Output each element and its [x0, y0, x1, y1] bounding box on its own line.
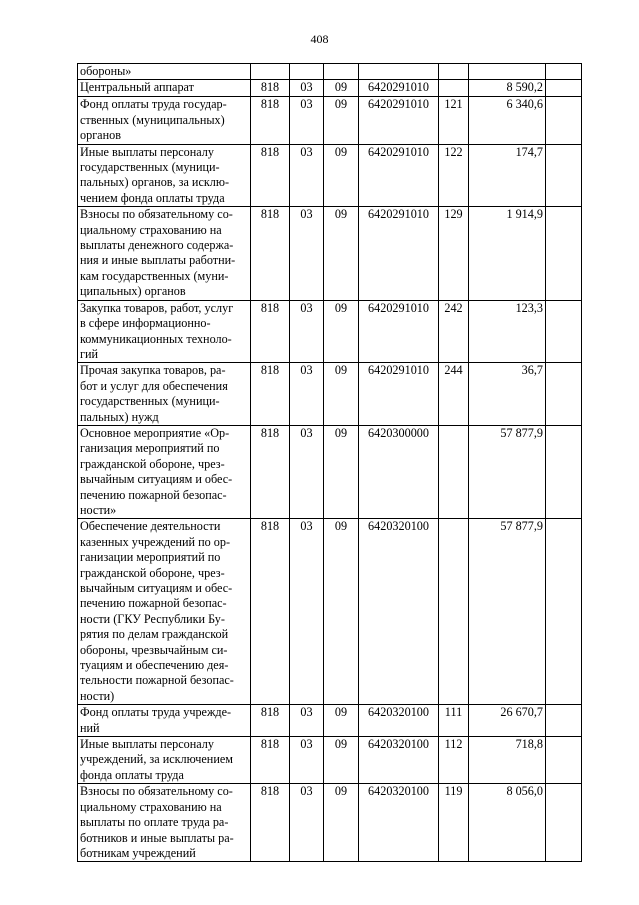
- row-subsection-cell: 09: [324, 737, 359, 784]
- row-section-cell: 03: [290, 425, 324, 518]
- row-amount-cell: 57 877,9: [469, 519, 546, 705]
- table-row: [78, 705, 582, 737]
- row-subsection-cell: 09: [324, 97, 359, 144]
- row-section-cell: 03: [290, 519, 324, 705]
- budget-table: [77, 63, 582, 862]
- row-amount-cell: 8 056,0: [469, 784, 546, 862]
- row-name-cell: Взносы по обязательному со- циальному страхованию на выплаты денежного содержа- ния и иные выплаты работни- кам государственных (муни- ципальных) органов: [78, 207, 251, 300]
- row-subsection-cell: 09: [324, 144, 359, 207]
- row-subsection-cell: 09: [324, 207, 359, 300]
- row-name-cell: Иные выплаты персоналу учреждений, за исключением фонда оплаты труда: [78, 737, 251, 784]
- row-target-article-cell: 6420320100: [359, 737, 439, 784]
- row-extra-cell: [546, 363, 582, 426]
- row-subsection-cell: 09: [324, 425, 359, 518]
- row-target-article-cell: 6420300000: [359, 425, 439, 518]
- row-name-cell: Центральный аппарат: [78, 80, 251, 97]
- row-extra-cell: [546, 705, 582, 737]
- row-subsection-cell: 09: [324, 705, 359, 737]
- row-expense-type-cell: 244: [439, 363, 469, 426]
- table-body: [78, 64, 582, 862]
- row-ved-cell: 818: [251, 144, 290, 207]
- row-ved-cell: 818: [251, 737, 290, 784]
- row-amount-cell: 36,7: [469, 363, 546, 426]
- row-section-cell: 03: [290, 97, 324, 144]
- page-number: 408: [310, 32, 329, 46]
- row-expense-type-cell: 111: [439, 705, 469, 737]
- row-amount-cell: 26 670,7: [469, 705, 546, 737]
- row-ved-cell: 818: [251, 784, 290, 862]
- row-extra-cell: [546, 784, 582, 862]
- row-ved-cell: [251, 64, 290, 80]
- table-row: [78, 519, 582, 705]
- row-extra-cell: [546, 425, 582, 518]
- row-subsection-cell: 09: [324, 519, 359, 705]
- row-section-cell: 03: [290, 300, 324, 363]
- row-expense-type-cell: 112: [439, 737, 469, 784]
- row-extra-cell: [546, 737, 582, 784]
- row-name-cell: Обеспечение деятельности казенных учреждений по ор- ганизации мероприятий по гражданской обороне, чрез- вычайным ситуациям и обес- печению пожарной безопас- ности (ГКУ Республики Бу- рятия по делам гражданской обороны, чрезвычайным си- туациям и обеспечению дея- тельности пожарной безопас- ности): [78, 519, 251, 705]
- row-subsection-cell: [324, 64, 359, 80]
- row-expense-type-cell: 242: [439, 300, 469, 363]
- row-ved-cell: 818: [251, 519, 290, 705]
- row-target-article-cell: 6420291010: [359, 97, 439, 144]
- row-expense-type-cell: [439, 519, 469, 705]
- row-expense-type-cell: [439, 80, 469, 97]
- row-extra-cell: [546, 519, 582, 705]
- row-section-cell: 03: [290, 80, 324, 97]
- row-extra-cell: [546, 144, 582, 207]
- row-expense-type-cell: 119: [439, 784, 469, 862]
- row-amount-cell: 57 877,9: [469, 425, 546, 518]
- row-target-article-cell: 6420291010: [359, 300, 439, 363]
- row-ved-cell: 818: [251, 300, 290, 363]
- row-section-cell: 03: [290, 363, 324, 426]
- table-row: [78, 300, 582, 363]
- row-target-article-cell: 6420291010: [359, 144, 439, 207]
- row-target-article-cell: 6420320100: [359, 784, 439, 862]
- table-row: [78, 363, 582, 426]
- row-section-cell: 03: [290, 207, 324, 300]
- row-section-cell: 03: [290, 144, 324, 207]
- row-extra-cell: [546, 97, 582, 144]
- row-amount-cell: 174,7: [469, 144, 546, 207]
- row-target-article-cell: 6420320100: [359, 519, 439, 705]
- row-name-cell: Фонд оплаты труда государ- ственных (муниципальных) органов: [78, 97, 251, 144]
- row-target-article-cell: 6420320100: [359, 705, 439, 737]
- row-extra-cell: [546, 207, 582, 300]
- row-name-cell: Прочая закупка товаров, ра- бот и услуг для обеспечения государственных (муници- пальных) нужд: [78, 363, 251, 426]
- row-extra-cell: [546, 300, 582, 363]
- table-row: [78, 144, 582, 207]
- table-row: [78, 64, 582, 80]
- row-expense-type-cell: 122: [439, 144, 469, 207]
- row-section-cell: [290, 64, 324, 80]
- row-expense-type-cell: [439, 425, 469, 518]
- table-row: [78, 97, 582, 144]
- row-ved-cell: 818: [251, 705, 290, 737]
- row-section-cell: 03: [290, 737, 324, 784]
- row-expense-type-cell: [439, 64, 469, 80]
- row-name-cell: Закупка товаров, работ, услуг в сфере информационно- коммуникационных техноло- гий: [78, 300, 251, 363]
- table-row: [78, 80, 582, 97]
- row-amount-cell: 6 340,6: [469, 97, 546, 144]
- row-extra-cell: [546, 64, 582, 80]
- row-extra-cell: [546, 80, 582, 97]
- row-target-article-cell: 6420291010: [359, 80, 439, 97]
- row-amount-cell: 8 590,2: [469, 80, 546, 97]
- row-target-article-cell: 6420291010: [359, 363, 439, 426]
- row-section-cell: 03: [290, 705, 324, 737]
- table-row: [78, 425, 582, 518]
- row-name-cell: Основное мероприятие «Ор- ганизация мероприятий по гражданской обороне, чрез- вычайным ситуациям и обес- печению пожарной безопас- ности»: [78, 425, 251, 518]
- row-subsection-cell: 09: [324, 784, 359, 862]
- row-subsection-cell: 09: [324, 363, 359, 426]
- row-ved-cell: 818: [251, 207, 290, 300]
- row-section-cell: 03: [290, 784, 324, 862]
- row-subsection-cell: 09: [324, 80, 359, 97]
- row-name-cell: обороны»: [78, 64, 251, 80]
- row-expense-type-cell: 121: [439, 97, 469, 144]
- row-ved-cell: 818: [251, 425, 290, 518]
- table-row: [78, 207, 582, 300]
- row-amount-cell: [469, 64, 546, 80]
- row-expense-type-cell: 129: [439, 207, 469, 300]
- row-ved-cell: 818: [251, 80, 290, 97]
- row-target-article-cell: 6420291010: [359, 207, 439, 300]
- row-name-cell: Взносы по обязательному со- циальному страхованию на выплаты по оплате труда ра- ботников и иные выплаты ра- ботникам учреждений: [78, 784, 251, 862]
- row-name-cell: Фонд оплаты труда учрежде- ний: [78, 705, 251, 737]
- row-subsection-cell: 09: [324, 300, 359, 363]
- row-target-article-cell: [359, 64, 439, 80]
- row-ved-cell: 818: [251, 97, 290, 144]
- table-row: [78, 737, 582, 784]
- row-amount-cell: 1 914,9: [469, 207, 546, 300]
- row-name-cell: Иные выплаты персоналу государственных (муници- пальных) органов, за исклю- чением фонда оплаты труда: [78, 144, 251, 207]
- table-row: [78, 784, 582, 862]
- row-amount-cell: 718,8: [469, 737, 546, 784]
- row-ved-cell: 818: [251, 363, 290, 426]
- row-amount-cell: 123,3: [469, 300, 546, 363]
